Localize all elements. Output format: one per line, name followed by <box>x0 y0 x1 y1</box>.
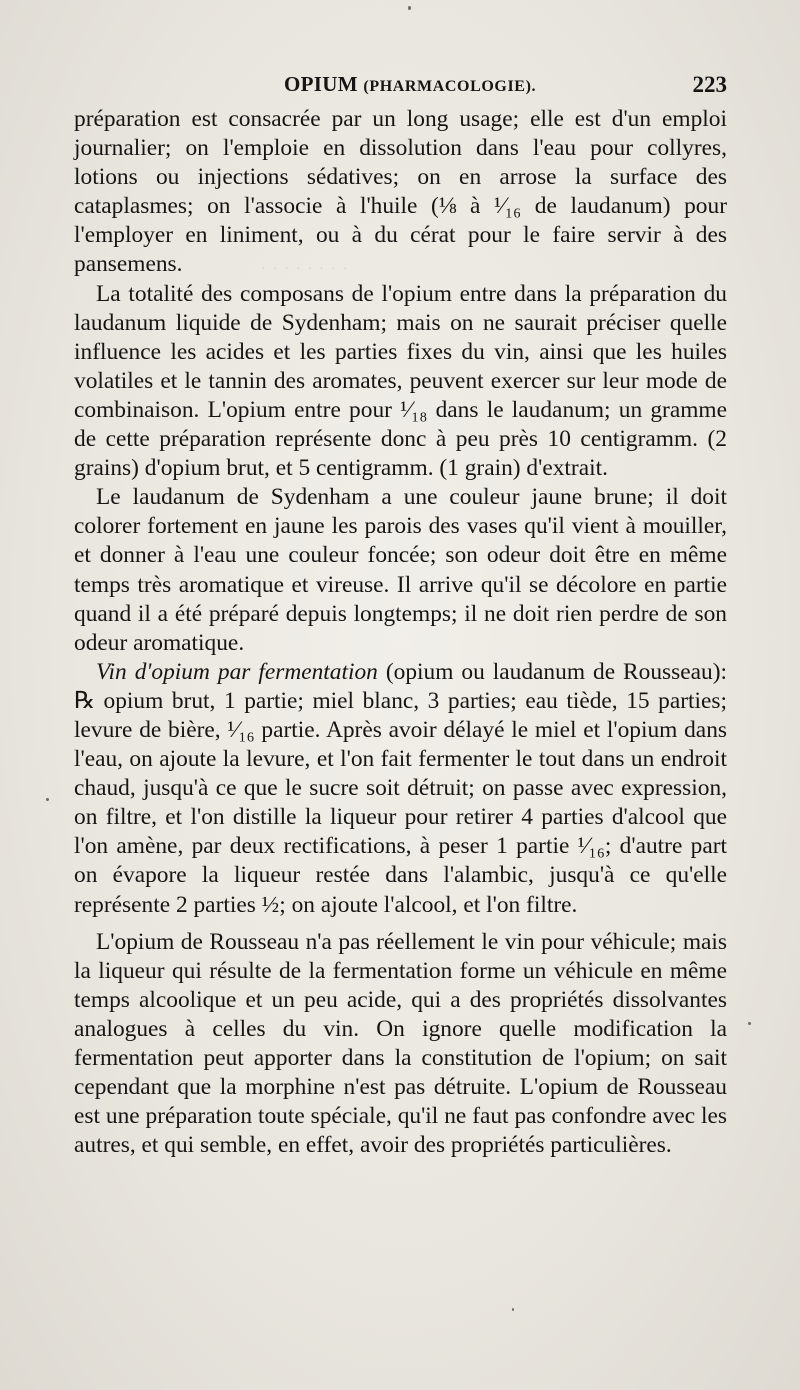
paragraph-vin-opium-text: (opium ou laudanum de Rousseau): ℞ opium brut, 1 partie; miel blanc, 3 parties; eau tiède, 15 parties; levure de bière, ¹⁄₁₆ partie. Après avoir délayé le miel et l'opium dans l'eau, on ajoute la levure, et l'on fait fermenter le tout dans un endroit chaud, jusqu'à ce que le sucre soit détruit; on passe avec expression, on filtre, et l'on distille la liqueur pour retirer 4 parties d'alcool que l'on amène, par deux rectifications, à peser 1 partie ¹⁄₁₆; d'autre part on évapore la liqueur restée dans l'alambic, jusqu'à ce qu'elle représente 2 parties ½; on ajoute l'alcool, et l'on filtre. <box>74 658 727 918</box>
running-title-sub: (PHARMACOLOGIE). <box>363 78 537 95</box>
speck <box>46 798 49 801</box>
running-title-main: OPIUM <box>284 72 358 96</box>
speck <box>748 1022 751 1025</box>
page-number: 223 <box>692 72 727 97</box>
body-text <box>74 105 727 1160</box>
speck <box>408 6 411 10</box>
paragraph-rousseau: L'opium de Rousseau n'a pas réellement le vin pour véhicule; mais la liqueur qui résulte de la fermentation forme un véhicule en même temps alcoolique et un peu acide, qui a des propriétés dissolvantes analogues à celles du vin. On ignore quelle modification la fermentation peut apporter dans la constitution de l'opium; on sait cependant que la morphine n'est pas détruite. L'opium de Rousseau est une préparation toute spéciale, qu'il ne faut pas confondre avec les autres, et qui semble, en effet, avoir des propriétés particulières. <box>74 928 727 1159</box>
show-through-text: · · · · · · · · <box>260 258 349 280</box>
paragraph-vin-opium <box>74 658 727 920</box>
speck <box>512 1308 514 1311</box>
paragraph-continuation: préparation est consacrée par un long usage; elle est d'un emploi journalier; on l'emploie en dissolution dans l'eau pour collyres, lotions ou injections sédatives; on en arrose la surface des cataplasmes; on l'associe à l'huile (⅛ à ¹⁄₁₆ de laudanum) pour l'employer en liniment, ou à du cérat pour le faire servir à des pansemens. <box>74 106 727 278</box>
paragraph-laudanum-composition: La totalité des composans de l'opium entre dans la préparation du laudanum liquide de Sydenham; mais on ne saurait préciser quelle influence les acides et les parties fixes du vin, ainsi que les huiles volatiles et le tannin des aromates, peuvent exercer sur leur mode de combinaison. L'opium entre pour ¹⁄₁₈ dans le laudanum; un gramme de cette préparation représente donc à peu près 10 centigramm. (2 grains) d'opium brut, et 5 centigramm. (1 grain) d'extrait. <box>74 280 727 482</box>
paragraph-laudanum-color: Le laudanum de Sydenham a une couleur jaune brune; il doit colorer fortement en jaune les parois des vases qu'il vient à mouiller, et donner à l'eau une couleur foncée; son odeur doit être en même temps très aromatique et vireuse. Il arrive qu'il se décolore en partie quand il a été préparé depuis longtemps; il ne doit rien perdre de son odeur aromatique. <box>74 484 727 656</box>
italic-heading: Vin d'opium par fermentation <box>96 658 378 685</box>
running-header <box>74 72 727 102</box>
running-title <box>284 72 536 97</box>
